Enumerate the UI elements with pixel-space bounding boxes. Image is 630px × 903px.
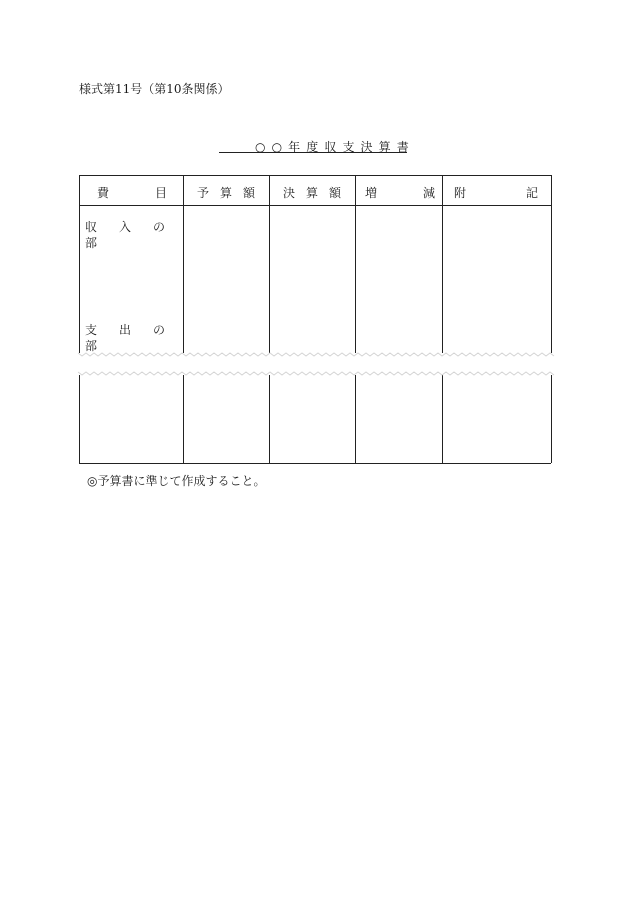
table-top-border bbox=[79, 175, 551, 176]
table-left-border bbox=[79, 175, 80, 463]
instruction-note: ◎予算書に準じて作成すること。 bbox=[87, 474, 266, 488]
document-title bbox=[219, 138, 415, 154]
column-divider-3 bbox=[355, 175, 356, 463]
table-right-border bbox=[551, 175, 552, 463]
table-bottom-border bbox=[79, 463, 551, 464]
title-text: ○○年度収支決算書 bbox=[255, 140, 415, 154]
header-budget: 予 算 額 bbox=[197, 186, 255, 200]
column-divider-2 bbox=[269, 175, 270, 463]
header-bottom-border bbox=[79, 205, 551, 206]
row-income-label: 収 入 の 部 bbox=[85, 220, 165, 250]
settlement-table bbox=[79, 175, 551, 463]
column-divider-4 bbox=[442, 175, 443, 463]
form-label: 様式第11号（第10条関係） bbox=[79, 82, 230, 96]
column-divider-1 bbox=[183, 175, 184, 463]
page-break-wave bbox=[0, 349, 630, 379]
header-settlement: 決 算 額 bbox=[283, 186, 341, 200]
header-remarks: 附 記 bbox=[454, 186, 538, 200]
header-item: 費 目 bbox=[97, 186, 167, 200]
header-difference: 増 減 bbox=[365, 186, 435, 200]
row-expense-label: 支 出 の 部 bbox=[85, 323, 165, 353]
